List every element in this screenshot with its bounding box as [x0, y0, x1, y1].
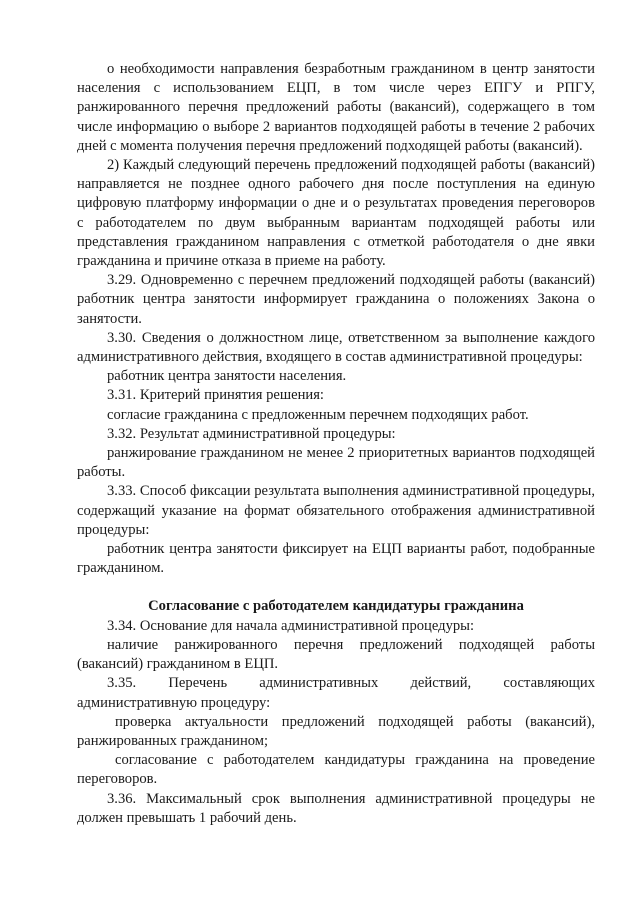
paragraph-3-35: 3.35. Перечень административных действий, составляющих административную процедуру:	[77, 675, 595, 711]
paragraph-3-29: 3.29. Одновременно с перечнем предложений подходящей работы (вакансий) работник центра занятости информирует гражданина о положениях Закона о занятости.	[77, 272, 595, 327]
paragraph-vacancy-list-notice: о необходимости направления безработным гражданином в центр занятости населения с использованием ЕЦП, в том числе через ЕПГУ и РПГУ, ранжированного перечня предложений работы (вакансий), содержащего в том числе информацию о выборе 2 вариантов подходящей работы в течение 2 рабочих дней с момента получения перечня предложений подходящей работы (вакансий).	[77, 61, 595, 154]
paragraph-check-relevance: проверка актуальности предложений подходящей работы (вакансий), ранжированных гражданином;	[77, 713, 595, 749]
paragraph-3-33: 3.33. Способ фиксации результата выполнения административной процедуры, содержащий указание на формат обязательного отображения административной процедуры:	[77, 483, 595, 538]
paragraph-procedure-result: ранжирование гражданином не менее 2 приоритетных вариантов подходящей работы.	[77, 445, 595, 481]
paragraph-decision-criterion: согласие гражданина с предложенным перечнем подходящих работ.	[107, 406, 529, 423]
paragraph-3-30: 3.30. Сведения о должностном лице, ответственном за выполнение каждого административного действия, входящего в состав административной процедуры:	[77, 329, 595, 366]
paragraph-3-34: 3.34. Основание для начала административной процедуры:	[107, 617, 475, 634]
paragraph-3-36: 3.36. Максимальный срок выполнения административной процедуры не должен превышать 1 рабочий день.	[77, 790, 595, 826]
section-heading: Согласование с работодателем кандидатуры гражданина	[148, 598, 524, 615]
paragraph-fixation-method: работник центра занятости фиксирует на ЕЦП варианты работ, подобранные гражданином.	[77, 541, 595, 577]
document-page	[77, 60, 595, 828]
paragraph-3-31: 3.31. Критерий принятия решения:	[107, 387, 324, 404]
paragraph-3-32: 3.32. Результат административной процедуры:	[107, 425, 396, 442]
paragraph-responsible-person: работник центра занятости населения.	[107, 368, 347, 385]
paragraph-basis: наличие ранжированного перечня предложений подходящей работы (вакансий) гражданином в ЕЦП.	[77, 636, 595, 673]
paragraph-employer-approval: согласование с работодателем кандидатуры гражданина на проведение переговоров.	[77, 752, 595, 788]
paragraph-item-2: 2) Каждый следующий перечень предложений подходящей работы (вакансий) направляется не позднее одного рабочего дня после поступления на единую цифровую платформу информации о дне и о результатах проведения переговоров с работодателем по двум выбранным вариантам подходящей работы или представления гражданином направления с отметкой работодателя о дне явки гражданина и причине отказа в приеме на работу.	[77, 157, 595, 270]
